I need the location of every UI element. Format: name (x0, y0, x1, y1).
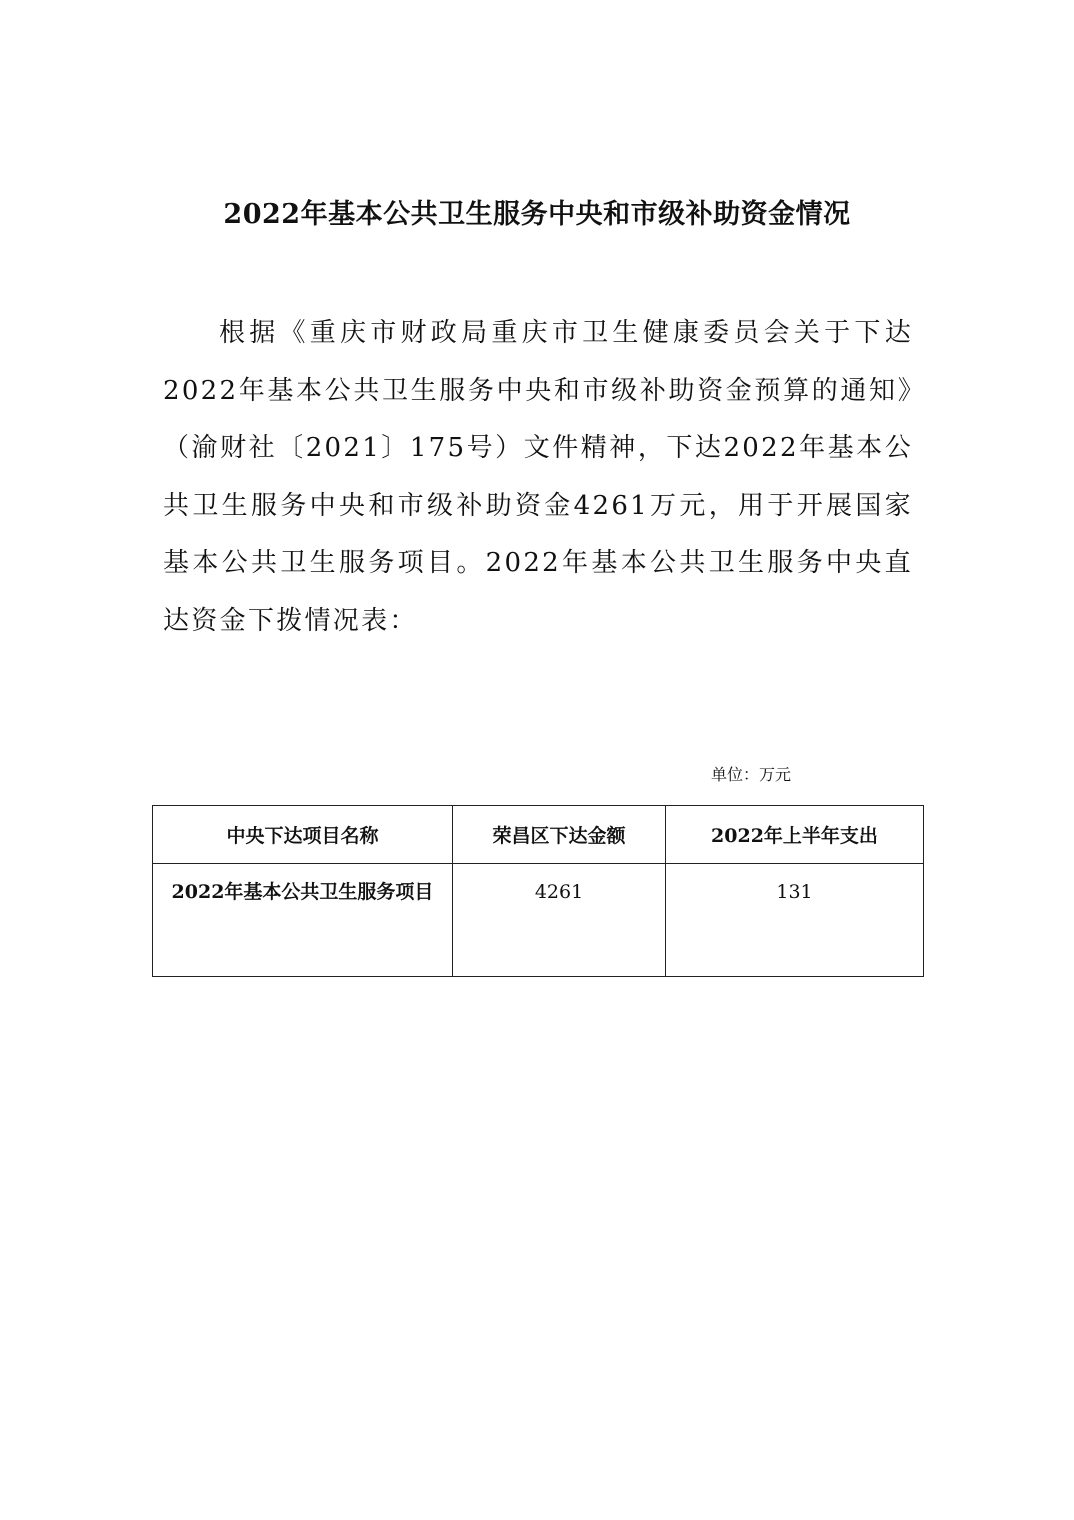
unit-label: 单位：万元 (711, 765, 792, 784)
body-paragraph: 根据《重庆市财政局重庆市卫生健康委员会关于下达2022年基本公共卫生服务中央和市级补助资金预算的通知》（渝财社〔2021〕175号）文件精神，下达2022年基本公共卫生服务中央和市级补助资金4261万元，用于开展国家基本公共卫生服务项目。2022年基本公共卫生服务中央直达资金下拨情况表： (163, 318, 913, 636)
document-title: 2022年基本公共卫生服务中央和市级补助资金情况 (223, 199, 851, 230)
header-project-name: 中央下达项目名称 (153, 806, 453, 864)
table-row (153, 864, 924, 977)
cell-first-half-spending: 131 (666, 864, 924, 977)
cell-allocated-amount: 4261 (453, 864, 666, 977)
header-allocated-amount: 荣昌区下达金额 (453, 806, 666, 864)
table-header-row (153, 806, 924, 864)
header-first-half-spending: 2022年上半年支出 (666, 806, 924, 864)
cell-project-name: 2022年基本公共卫生服务项目 (153, 864, 453, 977)
fund-table (152, 805, 924, 977)
